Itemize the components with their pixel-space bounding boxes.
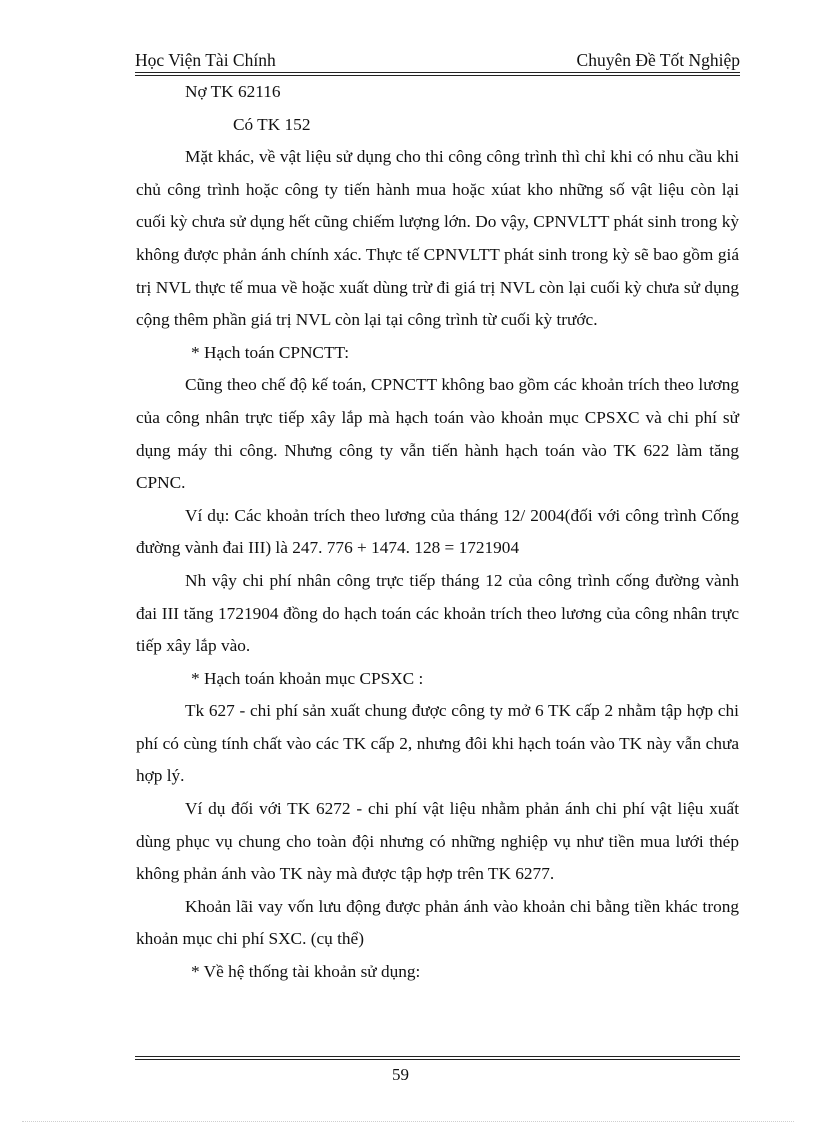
paragraph-loan-interest: Khoản lãi vay vốn lưu động được phản ánh vào khoản chi bằng tiền khác trong khoản mục chi phí SXC. (cụ thể) bbox=[136, 896, 739, 949]
footer-divider bbox=[135, 1056, 740, 1057]
paragraph-tk627: Tk 627 - chi phí sản xuất chung được công ty mở 6 TK cấp 2 nhằm tập hợp chi phí có cùng tính chất vào các TK cấp 2, nhưng đôi khi hạch toán vào TK này vẫn chưa hợp lý. bbox=[136, 701, 739, 786]
header-divider bbox=[135, 72, 740, 73]
header-institution: Học Viện Tài Chính bbox=[135, 50, 276, 70]
paragraph-labor-policy: Cũng theo chế độ kế toán, CPNCTT không bao gồm các khoản trích theo lương của công nhân trực tiếp xây lắp mà hạch toán vào khoản mục CPSXC và chi phí sử dụng máy thi công. Nhưng công ty vẫn tiến hành hạch toán vào TK 622 làm tăng CPNC. bbox=[136, 375, 739, 493]
journal-debit-line: Nợ TK 62116 bbox=[185, 82, 281, 101]
paragraph-tk6272-example: Ví dụ đối với TK 6272 - chi phí vật liệu nhằm phản ánh chi phí vật liệu xuất dùng phục vụ chung cho toàn đội nhưng có những nghiệp vụ như tiền mua lưới thép không phản ánh vào TK này mà được tập hợp trên TK 6277. bbox=[136, 799, 739, 884]
page-header bbox=[135, 50, 740, 74]
footer-divider-thick bbox=[135, 1059, 740, 1060]
paragraph-labor-example: Ví dụ: Các khoản trích theo lương của tháng 12/ 2004(đối với công trình Cống đường vành đai III) là 247. 776 + 1474. 128 = 1721904 bbox=[136, 505, 739, 558]
page-bottom-edge bbox=[22, 1121, 794, 1122]
subheading-account-system: * Về hệ thống tài khoản sử dụng: bbox=[191, 962, 421, 982]
subheading-general-costs: * Hạch toán khoản mục CPSXC : bbox=[191, 668, 424, 688]
header-document-type: Chuyên Đề Tốt Nghiệp bbox=[576, 50, 740, 70]
paragraph-labor-conclusion: Nh vậy chi phí nhân công trực tiếp tháng 12 của công trình cống đường vành đai III tăng 1721904 đồng do hạch toán các khoản trích theo lương của công nhân trực tiếp xây lắp vào. bbox=[136, 570, 739, 656]
journal-credit-line: Có TK 152 bbox=[233, 114, 311, 134]
page-body bbox=[136, 76, 739, 989]
paragraph-material-costs: Mặt khác, về vật liệu sử dụng cho thi công công trình thì chỉ khi có nhu cầu khi chủ công trình hoặc công ty tiến hành mua hoặc xúat kho những số vật liệu còn lại cuối kỳ chưa sử dụng hết cũng chiếm lượng lớn. Do vậy, CPNVLTT phát sinh trong kỳ không được phản ánh chính xác. Thực tế CPNVLTT phát sinh trong kỳ sẽ bao gồm giá trị NVL thực tế mua về hoặc xuất dùng trừ đi giá trị NVL còn lại cuối kỳ chưa sử dụng cộng thêm phần giá trị NVL còn lại tại công trình từ cuối kỳ trước. bbox=[136, 147, 739, 330]
page-number-text: 59 bbox=[392, 1065, 409, 1084]
subheading-labor-costs: * Hạch toán CPNCTT: bbox=[191, 342, 350, 362]
